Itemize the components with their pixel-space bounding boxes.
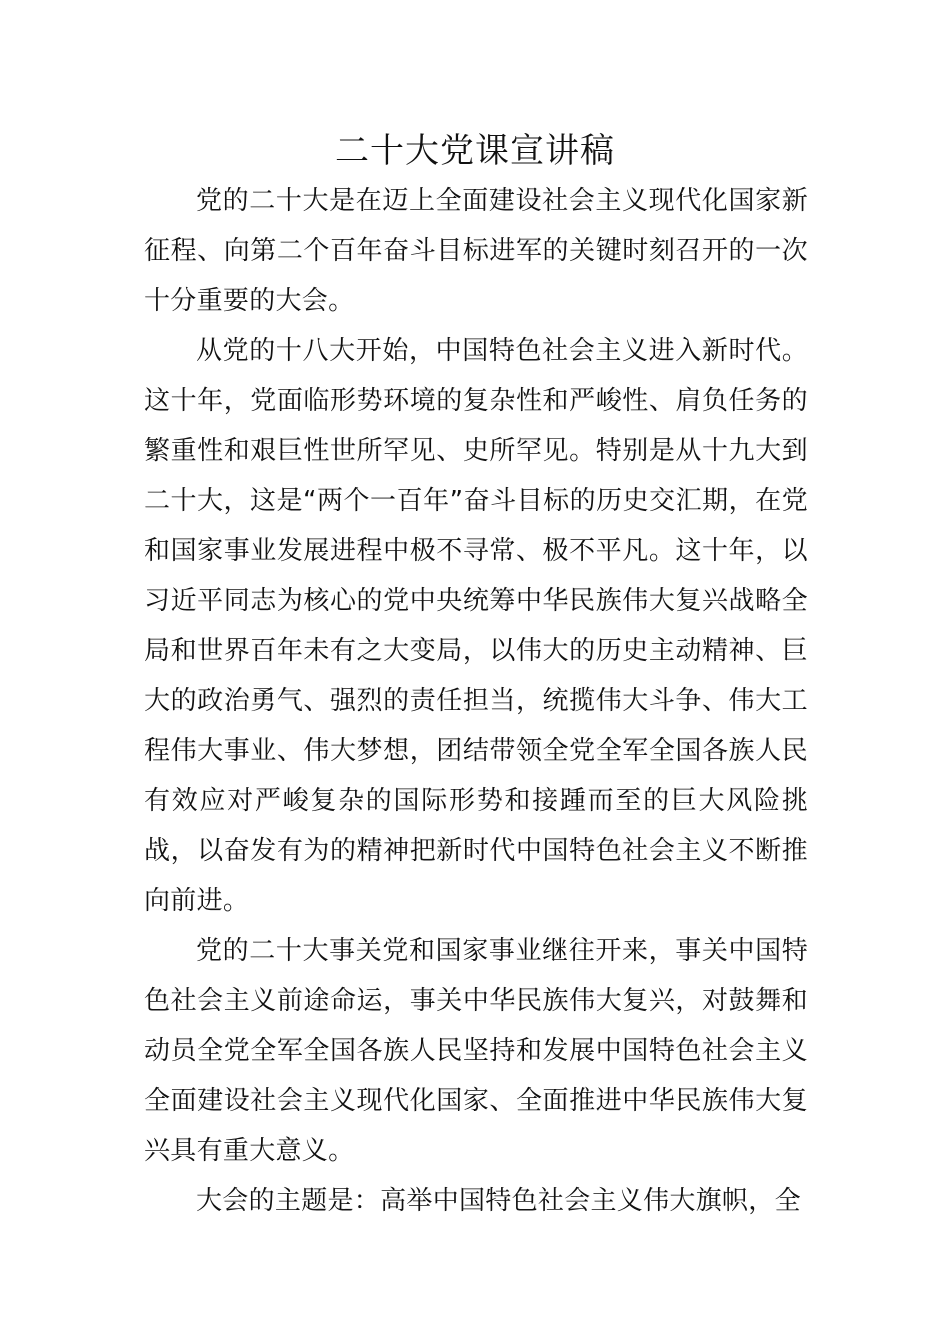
paragraph-3: 党的二十大事关党和国家事业继往开来，事关中国特色社会主义前途命运，事关中华民族伟大复兴，对鼓舞和动员全党全军全国各族人民坚持和发展中国特色社会主义全面建设社会主义现代化国家、全面推进中华民族伟大复兴具有重大意义。 — [144, 936, 808, 1166]
document-title: 二十大党课宣讲稿 — [335, 131, 615, 171]
document-body — [144, 176, 808, 1226]
paragraph-1: 党的二十大是在迈上全面建设社会主义现代化国家新征程、向第二个百年奋斗目标进军的关键时刻召开的一次十分重要的大会。 — [144, 186, 808, 316]
paragraph-4: 大会的主题是：高举中国特色社会主义伟大旗帜，全 — [196, 1186, 801, 1216]
paragraph-2: 从党的十八大开始，中国特色社会主义进入新时代。这十年，党面临形势环境的复杂性和严峻性、肩负任务的繁重性和艰巨性世所罕见、史所罕见。特别是从十九大到二十大，这是“两个一百年”奋斗目标的历史交汇期，在党和国家事业发展进程中极不寻常、极不平凡。这十年，以习近平同志为核心的党中央统筹中华民族伟大复兴战略全局和世界百年未有之大变局，以伟大的历史主动精神、巨大的政治勇气、强烈的责任担当，统揽伟大斗争、伟大工程伟大事业、伟大梦想，团结带领全党全军全国各族人民有效应对严峻复杂的国际形势和接踵而至的巨大风险挑战，以奋发有为的精神把新时代中国特色社会主义不断推向前进。 — [144, 336, 808, 916]
